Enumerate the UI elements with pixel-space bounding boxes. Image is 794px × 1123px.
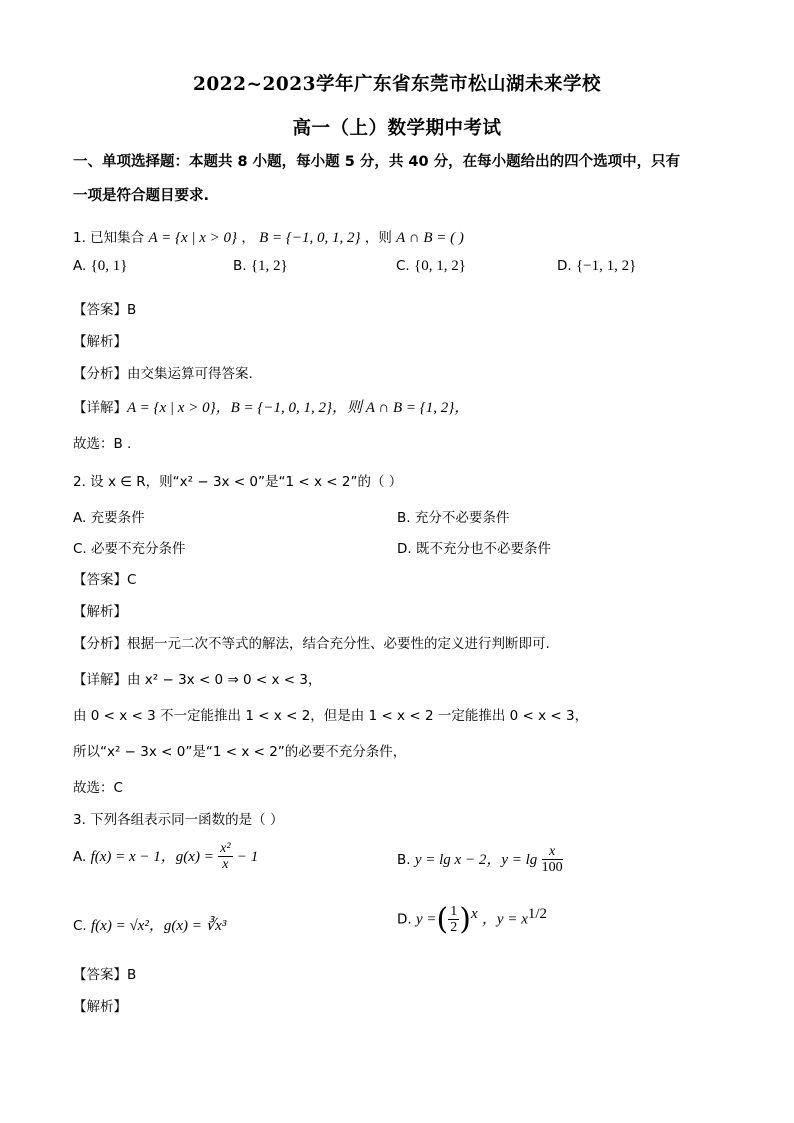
q1-number: 1. 已知集合: [73, 230, 145, 246]
q2-analysis-label: 【解析】: [73, 604, 127, 620]
q1-analysis-label: 【解析】: [73, 334, 127, 350]
q2-detail: 【详解】由 x² − 3x < 0 ⇒ 0 < x < 3，: [73, 672, 322, 688]
q2-option-a: A. 充要条件: [73, 510, 145, 526]
q2-stem: 2. 设 x ∈ R，则“x² − 3x < 0”是“1 < x < 2”的（ ）: [73, 474, 403, 490]
q1-set-b: B = {−1, 0, 1, 2}: [259, 230, 361, 246]
q1-detail: 【详解】A = {x | x > 0}，B = {−1, 0, 1, 2}，则 A ∩ B = {1, 2}，: [73, 400, 470, 416]
q3-option-a: A. f(x) = x − 1，g(x) = $\frac{\text{x²}}{x}$ − 1: [73, 841, 259, 872]
q3-stem: 3. 下列各组表示同一函数的是（ ）: [73, 812, 284, 828]
q1-stem: 1. 已知集合 A = {x | x > 0} ， B = {−1, 0, 1, 2} ，则 A ∩ B = ( ): [73, 230, 464, 246]
q1-fenxi: 【分析】由交集运算可得答案.: [73, 366, 253, 382]
q3-analysis-label: 【解析】: [73, 999, 127, 1015]
q3-option-b: B. y = lg x − 2，y = lg $\frac{x}{100}$: [397, 844, 563, 875]
q2-conclusion: 故选：C: [73, 780, 123, 796]
q1-ask: A ∩ B = ( ): [396, 230, 464, 246]
q2-reasoning-line3: 所以“x² − 3x < 0”是“1 < x < 2”的必要不充分条件，: [73, 744, 407, 760]
section-heading-line1: 一、单项选择题：本题共 8 小题，每小题 5 分，共 40 分，在每小题给出的四个选项中，只有: [73, 154, 681, 170]
q2-option-b: B. 充分不必要条件: [397, 510, 510, 526]
q1-then: ，则: [364, 230, 392, 246]
q1-option-c: C. {0, 1, 2}: [396, 258, 466, 274]
q1-option-d: D. {−1, 1, 2}: [557, 258, 637, 274]
q2-option-d: D. 既不充分也不必要条件: [397, 541, 551, 557]
q3-option-d: D. y =( $\frac{1}{2}$ )$^x$ ，$y = x^{1/2}$: [397, 902, 548, 937]
q3-answer: 【答案】B: [73, 967, 137, 983]
q3-option-c: C. f(x) = √x²，g(x) = ∛x³: [73, 918, 227, 934]
q1-conclusion: 故选：B .: [73, 436, 132, 452]
section-heading-line2: 一项是符合题目要求.: [73, 188, 210, 204]
exam-title-line1: 2022~2023学年广东省东莞市松山湖未来学校: [193, 74, 601, 95]
q1-option-b: B. {1, 2}: [233, 258, 288, 274]
exam-title-line2: 高一（上）数学期中考试: [292, 118, 502, 139]
q1-option-a: A. {0, 1}: [73, 258, 128, 274]
q2-reasoning-line2: 由 0 < x < 3 不一定能推出 1 < x < 2，但是由 1 < x < 2 一定能推出 0 < x < 3，: [73, 708, 589, 724]
q2-option-c: C. 必要不充分条件: [73, 541, 186, 557]
q2-answer: 【答案】C: [73, 572, 137, 588]
q2-fenxi: 【分析】根据一元二次不等式的解法，结合充分性、必要性的定义进行判断即可.: [73, 636, 550, 652]
q1-set-a: A = {x | x > 0}: [148, 230, 238, 246]
q1-answer: 【答案】B: [73, 302, 137, 318]
